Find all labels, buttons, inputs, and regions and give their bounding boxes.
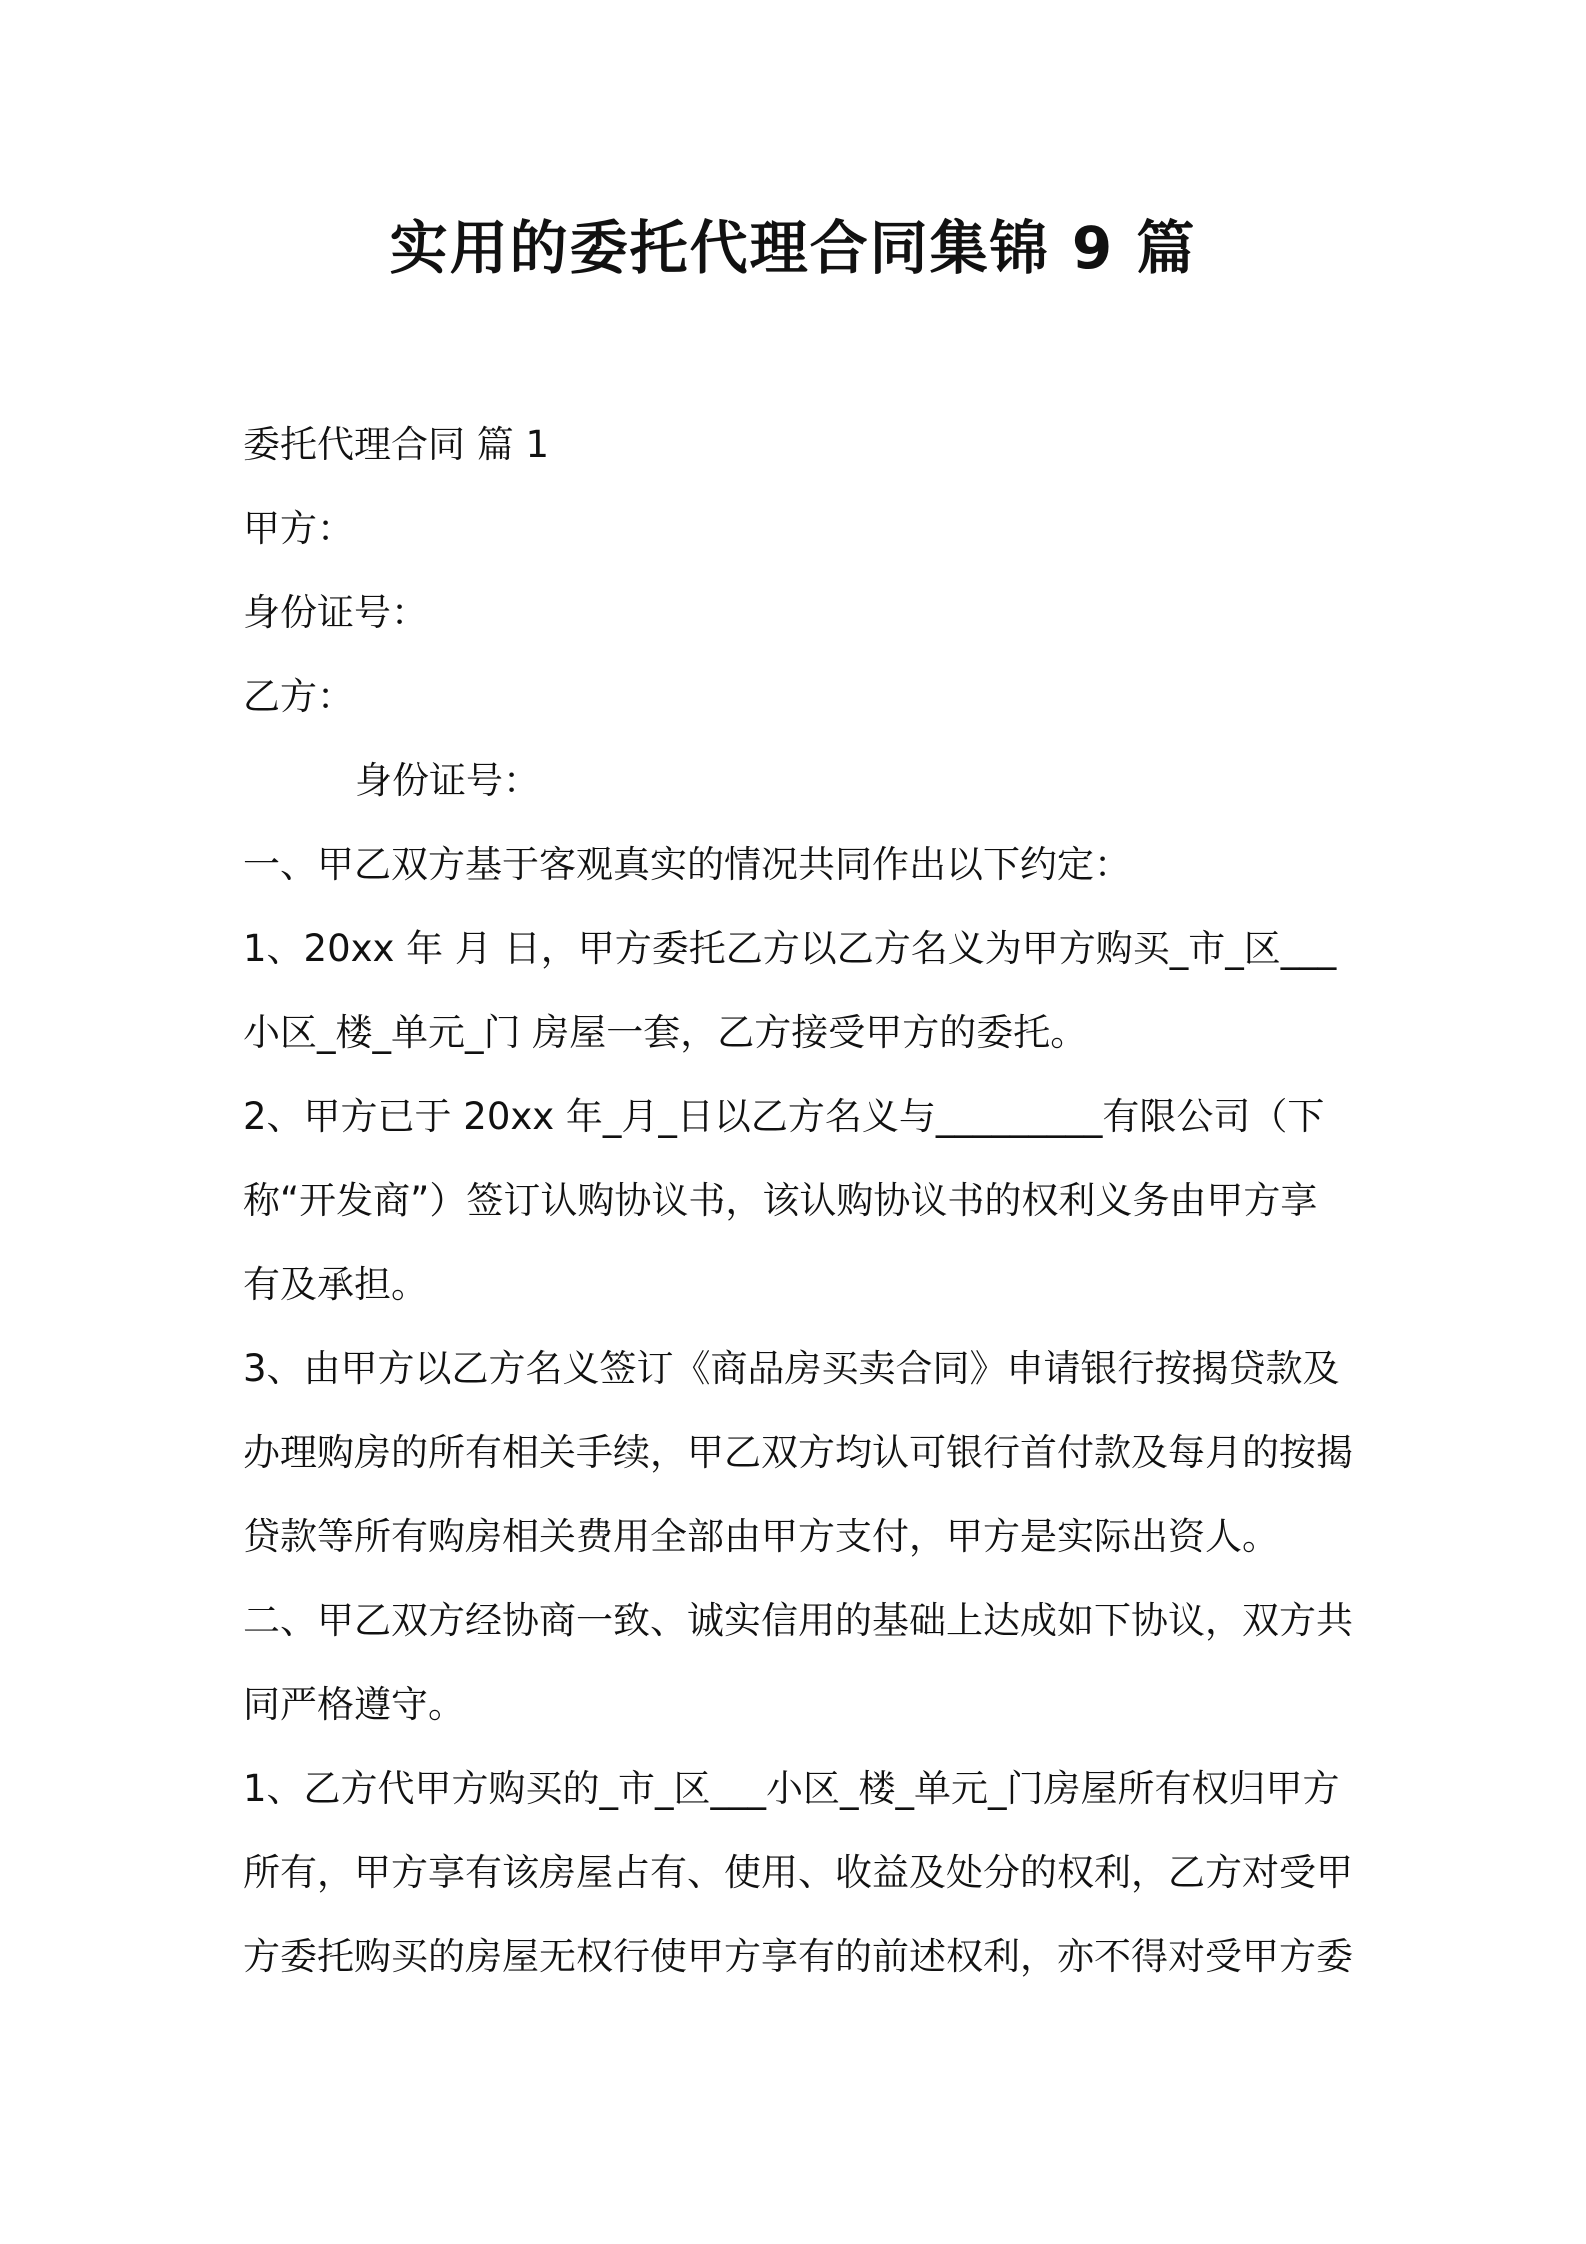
clause-text-line: 所有，甲方享有该房屋占有、使用、收益及处分的权利，乙方对受甲 [243,1851,1353,1894]
party-a-label: 甲方： [243,507,354,550]
document-body [243,403,1353,1999]
clause-text-line: 1、20xx 年 月 日，甲方委托乙方以乙方名义为甲方购买_市_区___ [243,927,1337,970]
section-heading: 委托代理合同 篇 1 [243,423,550,466]
clause-text-line: 贷款等所有购房相关费用全部由甲方支付，甲方是实际出资人。 [243,1515,1279,1558]
party-b-label: 乙方： [243,675,354,718]
clause-text-line: 2、甲方已于 20xx 年_月_日以乙方名义与_________有限公司（下 [243,1095,1325,1138]
document-title: 实用的委托代理合同集锦 9 篇 [389,214,1197,282]
clause-two-heading: 二、甲乙双方经协商一致、诚实信用的基础上达成如下协议，双方共 [243,1599,1353,1642]
party-b-id-label: 身份证号： [355,759,540,802]
clause-text-line: 1、乙方代甲方购买的_市_区___小区_楼_单元_门房屋所有权归甲方 [243,1767,1340,1810]
clause-text-line: 办理购房的所有相关手续，甲乙双方均认可银行首付款及每月的按揭 [243,1431,1353,1474]
clause-text-line: 方委托购买的房屋无权行使甲方享有的前述权利，亦不得对受甲方委 [243,1935,1353,1978]
clause-one-heading: 一、甲乙双方基于客观真实的情况共同作出以下约定： [243,843,1131,886]
clause-text-line: 称“开发商”）签订认购协议书，该认购协议书的权利义务由甲方享 [243,1179,1318,1222]
clause-text-line: 小区_楼_单元_门 房屋一套，乙方接受甲方的委托。 [243,1011,1088,1054]
clause-text-line: 有及承担。 [243,1263,428,1306]
party-a-id-label: 身份证号： [243,591,428,634]
clause-text-line: 3、由甲方以乙方名义签订《商品房买卖合同》申请银行按揭贷款及 [243,1347,1340,1390]
clause-text-line: 同严格遵守。 [243,1683,465,1726]
